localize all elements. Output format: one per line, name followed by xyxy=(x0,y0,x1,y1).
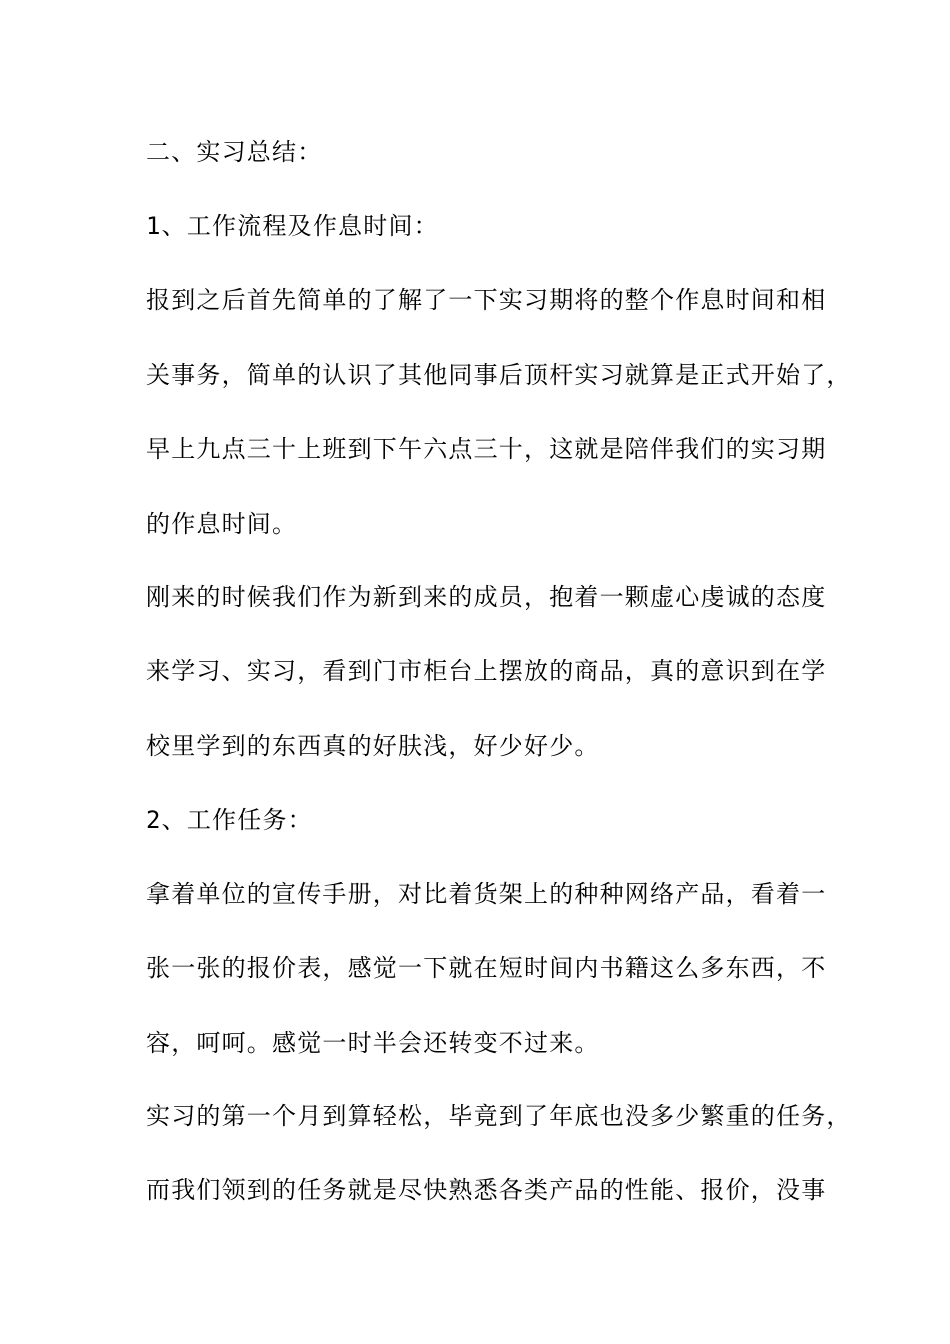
paragraph-line: 报到之后首先简单的了解了一下实习期将的整个作息时间和相 xyxy=(146,286,827,314)
paragraph-line: 关事务，简单的认识了其他同事后顶杆实习就算是正式开始了， xyxy=(146,360,852,389)
paragraph-first-month xyxy=(146,1098,852,1210)
paragraph-first-arrival xyxy=(146,579,827,765)
heading-workflow-schedule: 1、工作流程及作息时间： xyxy=(146,212,439,240)
paragraph-line: 早上九点三十上班到下午六点三十，这就是陪伴我们的实习期 xyxy=(146,435,827,463)
paragraph-line: 的作息时间。 xyxy=(146,509,298,538)
paragraph-line: 来学习、实习，看到门市柜台上摆放的商品，真的意识到在学 xyxy=(146,657,827,685)
paragraph-reporting xyxy=(146,282,852,543)
paragraph-line: 拿着单位的宣传手册，对比着货架上的种种网络产品，看着一 xyxy=(146,879,827,908)
paragraph-line: 而我们领到的任务就是尽快熟悉各类产品的性能、报价，没事 xyxy=(146,1176,827,1204)
paragraph-product-study xyxy=(146,876,827,1062)
paragraph-line: 容，呵呵。感觉一时半会还转变不过来。 xyxy=(146,1028,600,1057)
heading-work-tasks: 2、工作任务： xyxy=(146,805,313,834)
document-body xyxy=(146,134,852,1209)
paragraph-line: 刚来的时候我们作为新到来的成员，抱着一颗虚心虔诚的态度 xyxy=(146,582,827,611)
paragraph-line: 张一张的报价表，感觉一下就在短时间内书籍这么多东西，不 xyxy=(146,954,827,982)
paragraph-line: 实习的第一个月到算轻松，毕竟到了年底也没多少繁重的任务， xyxy=(146,1101,852,1130)
paragraph-line: 校里学到的东西真的好肤浅，好少好少。 xyxy=(146,731,600,760)
heading-internship-summary: 二、实习总结： xyxy=(146,138,323,166)
